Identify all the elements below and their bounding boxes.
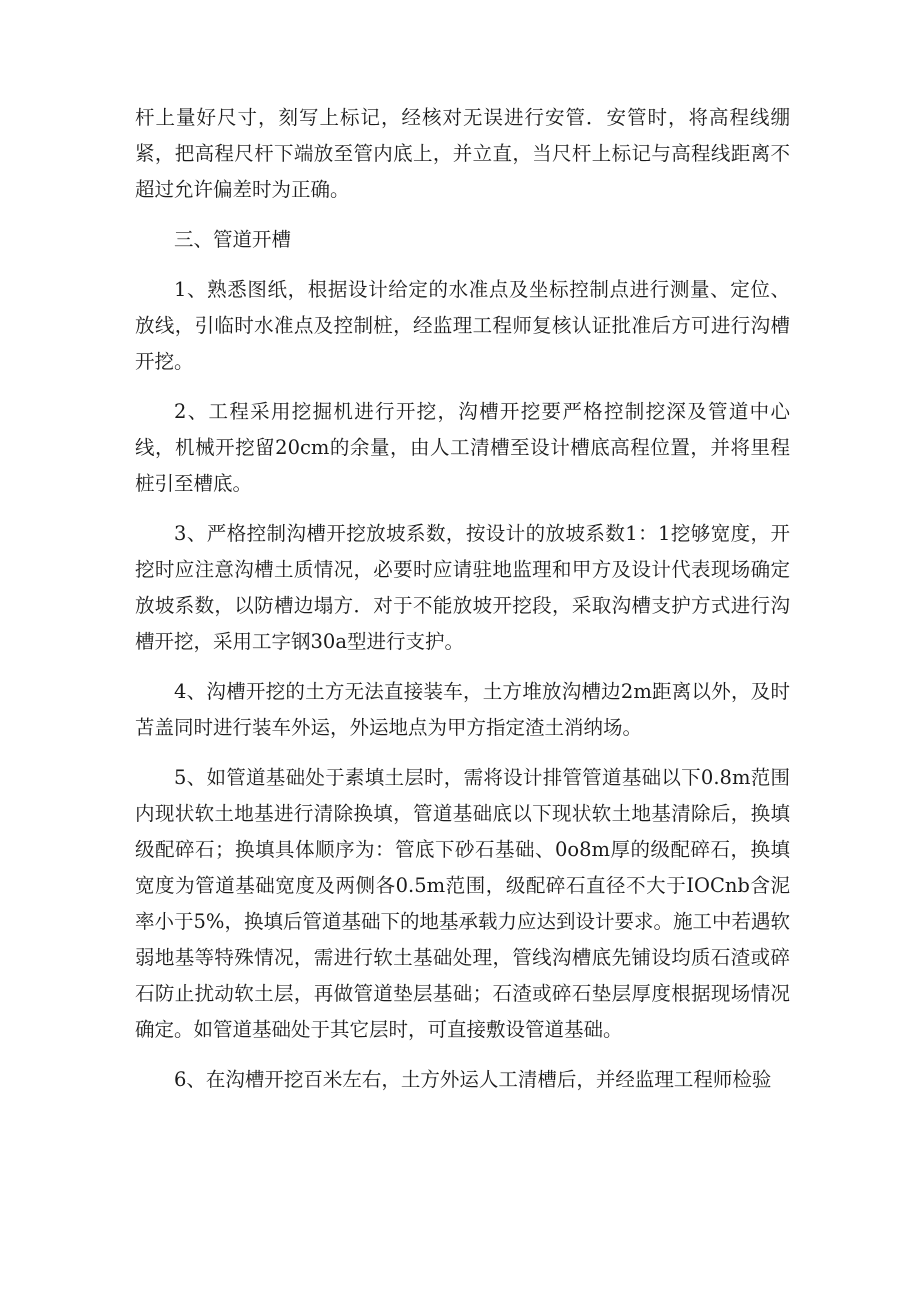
paragraph-item-2: 2、工程采用挖掘机进行开挖，沟槽开挖要严格控制挖深及管道中心线，机械开挖留20cm的余量，由人工清槽至设计槽底高程位置，并将里程桩引至槽底。: [135, 400, 790, 495]
paragraph-item-3: 3、严格控制沟槽开挖放坡系数，按设计的放坡系数1：1挖够宽度，开挖时应注意沟槽土质情况，必要时应请驻地监理和甲方及设计代表现场确定放坡系数，以防槽边塌方．对于不能放坡开挖段，采取沟槽支护方式进行沟槽开挖，采用工字钢30a型进行支护。: [135, 522, 790, 653]
paragraph-item-5: 5、如管道基础处于素填土层时，需将设计排管管道基础以下0.8m范围内现状软土地基进行清除换填，管道基础底以下现状软土地基清除后，换填级配碎石；换填具体顺序为：管底下砂石基础、0o8m厚的级配碎石，换填宽度为管道基础宽度及两侧各0.5m范围，级配碎石直径不大于IOCnb含泥率小于5%，换填后管道基础下的地基承载力应达到设计要求。施工中若遇软弱地基等特殊情况，需进行软土基础处理，管线沟槽底先铺设均质石渣或碎石防止扰动软土层，再做管道垫层基础；石渣或碎石垫层厚度根据现场情况确定。如管道基础处于其它层时，可直接敷设管道基础。: [135, 766, 790, 1041]
document-body: [135, 100, 790, 1112]
paragraph-item-1: 1、熟悉图纸，根据设计给定的水准点及坐标控制点进行测量、定位、放线，引临时水准点及控制桩，经监理工程师复核认证批准后方可进行沟槽开挖。: [135, 278, 790, 373]
paragraph-item-6: 6、在沟槽开挖百米左右，土方外运人工清槽后，并经监理工程师检验: [174, 1068, 772, 1091]
section-heading: 三、管道开槽: [174, 228, 292, 251]
paragraph-item-4: 4、沟槽开挖的土方无法直接装车，土方堆放沟槽边2m距离以外，及时苫盖同时进行装车外运，外运地点为甲方指定渣土消纳场。: [135, 680, 790, 739]
paragraph-continuation: 杆上量好尺寸，刻写上标记，经核对无误进行安管．安管时，将高程线绷紧，把高程尺杆下端放至管内底上，并立直，当尺杆上标记与高程线距离不超过允许偏差时为正确。: [135, 106, 790, 201]
